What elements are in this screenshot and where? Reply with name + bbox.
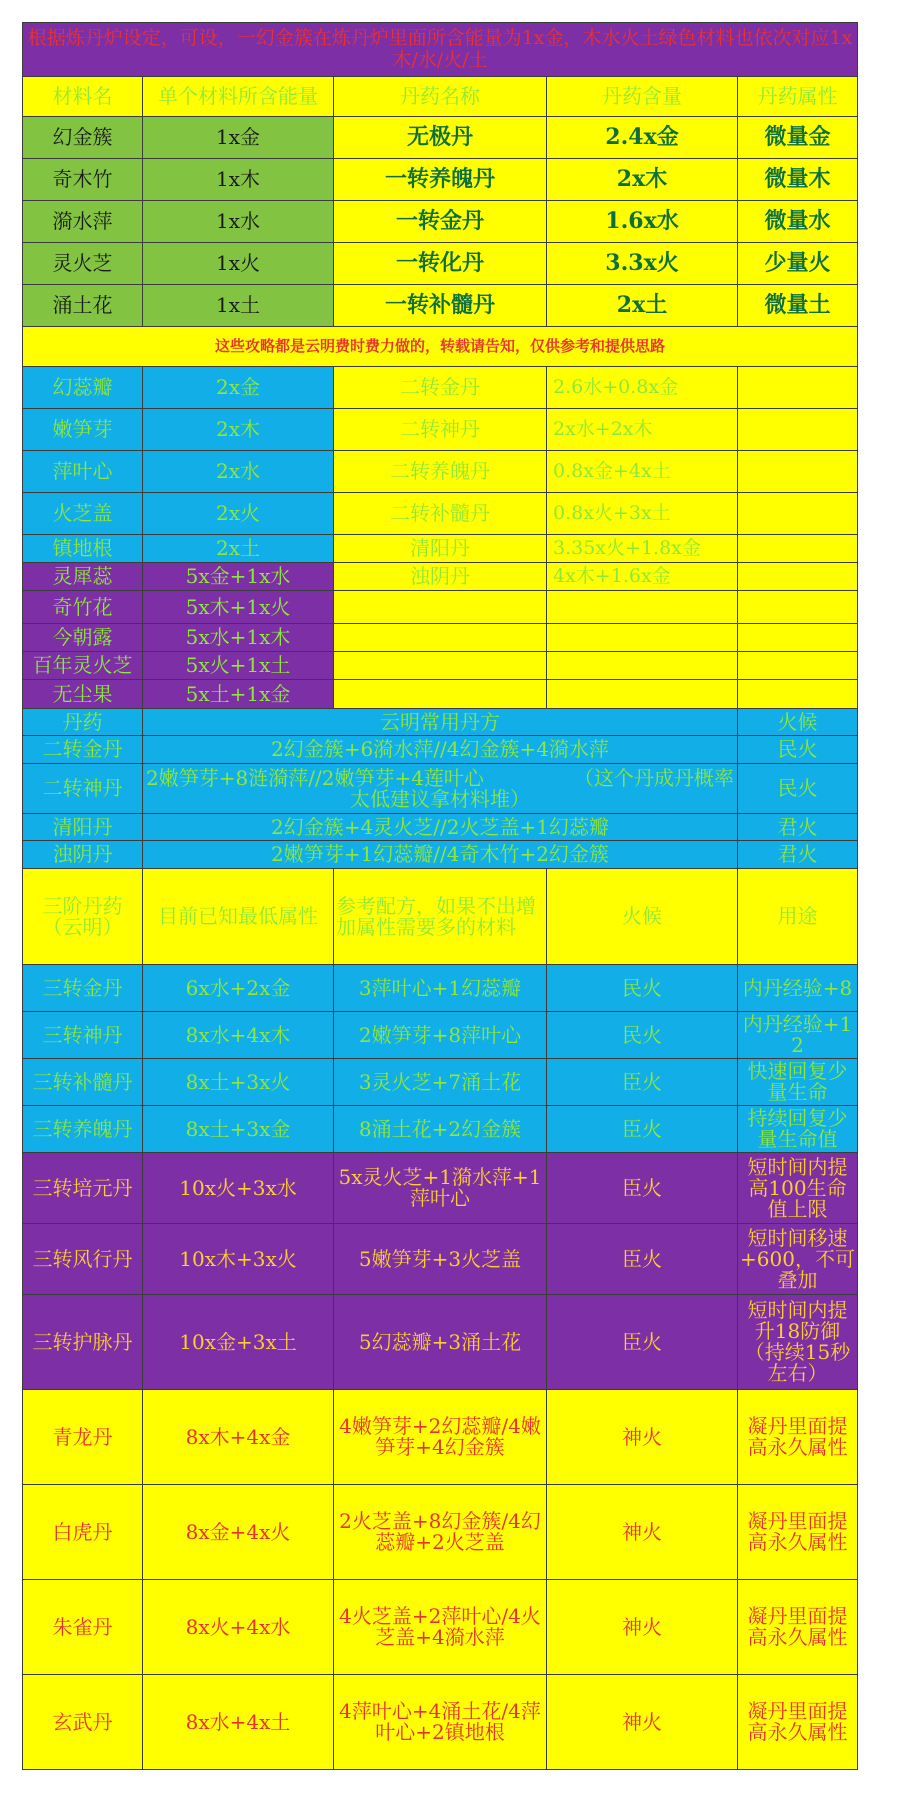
recipe-fire: 民火: [738, 736, 858, 764]
table-row: [23, 1580, 858, 1675]
tier3-fire: 神火: [547, 1675, 738, 1770]
empty-cell: [738, 680, 858, 709]
pill-content: 0.8x火+3x土: [547, 493, 738, 535]
col-header-material: 材料名: [23, 77, 143, 117]
recipe-header-pill: 丹药: [23, 709, 143, 736]
tier3-recipe: 5x灵火芝+1漪水萍+1萍叶心: [334, 1153, 547, 1224]
material-energy: 2x木: [143, 409, 334, 451]
pill-content: 3.3x火: [547, 243, 738, 285]
pill-attr: 少量火: [738, 243, 858, 285]
tier3-use: 持续回复少量生命值: [738, 1106, 858, 1153]
col-header-pill-name: 丹药名称: [334, 77, 547, 117]
tier3-pill: 三转补髓丹: [23, 1059, 143, 1106]
tier3-use: 凝丹里面提高永久属性: [738, 1580, 858, 1675]
pill-attr: 微量木: [738, 159, 858, 201]
material-name: 嫩笋芽: [23, 409, 143, 451]
material-energy: 5x土+1x金: [143, 680, 334, 709]
table-row: [23, 201, 858, 243]
pill-content: 2x木: [547, 159, 738, 201]
pill-name: 一转金丹: [334, 201, 547, 243]
tier3-pill: 白虎丹: [23, 1485, 143, 1580]
table-row: [23, 367, 858, 409]
tier3-header-fire: 火候: [547, 869, 738, 965]
tier3-attr: 10x木+3x火: [143, 1224, 334, 1295]
tier3-use: 凝丹里面提高永久属性: [738, 1390, 858, 1485]
tier3-recipe: 2火芝盖+8幻金簇/4幻蕊瓣+2火芝盖: [334, 1485, 547, 1580]
pill-content: 4x木+1.6x金: [547, 563, 738, 591]
tier3-use: 内丹经验+8: [738, 965, 858, 1012]
recipe-fire: 君火: [738, 841, 858, 869]
tier3-pill: 三转护脉丹: [23, 1295, 143, 1390]
tier3-recipe: 2嫩笋芽+8萍叶心: [334, 1012, 547, 1059]
recipe-text: 2幻金簇+4灵火芝//2火芝盖+1幻蕊瓣: [143, 814, 738, 841]
table-row: [23, 1224, 858, 1295]
tier3-pill: 三转培元丹: [23, 1153, 143, 1224]
material-energy: 1x水: [143, 201, 334, 243]
table-row: [23, 1295, 858, 1390]
material-name: 无尘果: [23, 680, 143, 709]
tier3-pill: 玄武丹: [23, 1675, 143, 1770]
table-row: [23, 841, 858, 869]
pill-attr: 微量土: [738, 285, 858, 327]
alchemy-table: [22, 22, 858, 1770]
tier3-use: 短时间内提高100生命值上限: [738, 1153, 858, 1224]
pill-name: 二转养魄丹: [334, 451, 547, 493]
table-row: [23, 285, 858, 327]
tier3-header-use: 用途: [738, 869, 858, 965]
tier3-attr: 10x金+3x土: [143, 1295, 334, 1390]
tier3-fire: 神火: [547, 1390, 738, 1485]
tier3-recipe: 5幻蕊瓣+3涌土花: [334, 1295, 547, 1390]
material-energy: 5x水+1x木: [143, 624, 334, 652]
material-name: 今朝露: [23, 624, 143, 652]
tier3-fire: 神火: [547, 1485, 738, 1580]
pill-name: 二转金丹: [334, 367, 547, 409]
empty-cell: [738, 652, 858, 680]
recipe-header-fire: 火候: [738, 709, 858, 736]
pill-content: 2x水+2x木: [547, 409, 738, 451]
table-row: [23, 1485, 858, 1580]
tier3-attr: 8x水+4x木: [143, 1012, 334, 1059]
pill-name: 清阳丹: [334, 535, 547, 563]
tier3-attr: 8x木+4x金: [143, 1390, 334, 1485]
recipe-pill: 浊阴丹: [23, 841, 143, 869]
table-row: [23, 736, 858, 764]
material-name: 灵犀蕊: [23, 563, 143, 591]
empty-cell: [738, 591, 858, 624]
page-title: 根据炼丹炉设定，可设，一幻金簇在炼丹炉里面所含能量为1x金，木水火土绿色材料也依次对应1x木/水/火/土: [23, 23, 858, 77]
recipe-text: 2嫩笋芽+1幻蕊瓣//4奇木竹+2幻金簇: [143, 841, 738, 869]
table-row: [23, 1059, 858, 1106]
table-row: [23, 409, 858, 451]
recipe-pill: 清阳丹: [23, 814, 143, 841]
pill-content: 2.6水+0.8x金: [547, 367, 738, 409]
recipe-text: 2嫩笋芽+8涟漪萍//2嫩笋芽+4莲叶心 （这个丹成丹概率太低建议拿材料堆）: [143, 764, 738, 814]
table-row: [23, 624, 858, 652]
material-energy: 5x金+1x水: [143, 563, 334, 591]
col-header-energy: 单个材料所含能量: [143, 77, 334, 117]
tier3-use: 快速回复少量生命: [738, 1059, 858, 1106]
pill-attr: 微量水: [738, 201, 858, 243]
table-row: [23, 243, 858, 285]
pill-name: 一转养魄丹: [334, 159, 547, 201]
pill-content: 2x土: [547, 285, 738, 327]
tier3-recipe: 4火芝盖+2萍叶心/4火芝盖+4漪水萍: [334, 1580, 547, 1675]
material-energy: 2x土: [143, 535, 334, 563]
pill-name: 浊阴丹: [334, 563, 547, 591]
tier3-pill: 三转神丹: [23, 1012, 143, 1059]
material-name: 漪水萍: [23, 201, 143, 243]
empty-cell: [547, 624, 738, 652]
empty-cell: [334, 591, 547, 624]
table-row: [23, 1106, 858, 1153]
table-row: [23, 451, 858, 493]
pill-name: 二转神丹: [334, 409, 547, 451]
pill-name: 一转补髓丹: [334, 285, 547, 327]
table-row: [23, 493, 858, 535]
tier3-attr: 8x土+3x火: [143, 1059, 334, 1106]
material-energy: 1x土: [143, 285, 334, 327]
tier3-fire: 神火: [547, 1580, 738, 1675]
recipe-pill: 二转神丹: [23, 764, 143, 814]
material-energy: 1x火: [143, 243, 334, 285]
table-row: [23, 1153, 858, 1224]
material-energy: 2x金: [143, 367, 334, 409]
recipe-fire: 民火: [738, 764, 858, 814]
tier3-recipe: 3灵火芝+7涌土花: [334, 1059, 547, 1106]
tier3-attr: 8x水+4x土: [143, 1675, 334, 1770]
material-name: 涌土花: [23, 285, 143, 327]
table-row: [23, 764, 858, 814]
recipe-fire: 君火: [738, 814, 858, 841]
empty-cell: [738, 624, 858, 652]
pill-name: 无极丹: [334, 117, 547, 159]
empty-cell: [547, 652, 738, 680]
tier3-attr: 6x水+2x金: [143, 965, 334, 1012]
pill-name: 二转补髓丹: [334, 493, 547, 535]
empty-cell: [334, 680, 547, 709]
empty-cell: [334, 624, 547, 652]
tier3-header-recipe: 参考配方，如果不出增加属性需要多的材料: [334, 869, 547, 965]
recipe-pill: 二转金丹: [23, 736, 143, 764]
material-name: 萍叶心: [23, 451, 143, 493]
tier3-fire: 臣火: [547, 1106, 738, 1153]
empty-cell: [738, 409, 858, 451]
tier3-fire: 民火: [547, 1012, 738, 1059]
table-row: [23, 159, 858, 201]
tier3-attr: 8x火+4x水: [143, 1580, 334, 1675]
tier3-pill: 三转风行丹: [23, 1224, 143, 1295]
tier3-use: 凝丹里面提高永久属性: [738, 1485, 858, 1580]
table-row: [23, 680, 858, 709]
tier3-pill: 三转金丹: [23, 965, 143, 1012]
col-header-pill-content: 丹药含量: [547, 77, 738, 117]
pill-content: 1.6x水: [547, 201, 738, 243]
tier3-fire: 臣火: [547, 1224, 738, 1295]
material-name: 镇地根: [23, 535, 143, 563]
material-energy: 2x水: [143, 451, 334, 493]
table-row: [23, 1390, 858, 1485]
pill-attr: 微量金: [738, 117, 858, 159]
recipe-text: 2幻金簇+6漪水萍//4幻金簇+4漪水萍: [143, 736, 738, 764]
empty-cell: [738, 535, 858, 563]
tier3-header-pill: 三阶丹药（云明）: [23, 869, 143, 965]
material-name: 灵火芝: [23, 243, 143, 285]
tier3-fire: 臣火: [547, 1153, 738, 1224]
pill-content: 2.4x金: [547, 117, 738, 159]
recipe-header-recipe: 云明常用丹方: [143, 709, 738, 736]
table-row: [23, 563, 858, 591]
pill-name: 一转化丹: [334, 243, 547, 285]
tier3-fire: 臣火: [547, 1295, 738, 1390]
empty-cell: [738, 493, 858, 535]
material-energy: 1x金: [143, 117, 334, 159]
pill-content: 0.8x金+4x土: [547, 451, 738, 493]
material-name: 百年灵火芝: [23, 652, 143, 680]
tier3-pill: 三转养魄丹: [23, 1106, 143, 1153]
tier3-use: 内丹经验+12: [738, 1012, 858, 1059]
material-energy: 5x火+1x土: [143, 652, 334, 680]
tier3-header-row: [23, 869, 858, 965]
empty-cell: [547, 680, 738, 709]
tier3-recipe: 8涌土花+2幻金簇: [334, 1106, 547, 1153]
tier3-attr: 8x土+3x金: [143, 1106, 334, 1153]
table-row: [23, 535, 858, 563]
tier3-pill: 朱雀丹: [23, 1580, 143, 1675]
table-row: [23, 117, 858, 159]
table-row: [23, 814, 858, 841]
material-name: 幻蕊瓣: [23, 367, 143, 409]
empty-cell: [738, 563, 858, 591]
empty-cell: [334, 652, 547, 680]
table-row: [23, 591, 858, 624]
material-energy: 1x木: [143, 159, 334, 201]
table-row: [23, 965, 858, 1012]
material-energy: 2x火: [143, 493, 334, 535]
alchemy-spreadsheet: [22, 22, 857, 1770]
col-header-pill-attr: 丹药属性: [738, 77, 858, 117]
tier3-fire: 民火: [547, 965, 738, 1012]
empty-cell: [547, 591, 738, 624]
tier3-recipe: 4嫩笋芽+2幻蕊瓣/4嫩笋芽+4幻金簇: [334, 1390, 547, 1485]
tier3-pill: 青龙丹: [23, 1390, 143, 1485]
table-row: [23, 1012, 858, 1059]
empty-cell: [738, 451, 858, 493]
pill-content: 3.35x火+1.8x金: [547, 535, 738, 563]
material-energy: 5x木+1x火: [143, 591, 334, 624]
tier3-recipe: 4萍叶心+4涌土花/4萍叶心+2镇地根: [334, 1675, 547, 1770]
tier3-fire: 臣火: [547, 1059, 738, 1106]
material-name: 幻金簇: [23, 117, 143, 159]
material-name: 奇竹花: [23, 591, 143, 624]
table-row: [23, 652, 858, 680]
tier3-use: 凝丹里面提高永久属性: [738, 1675, 858, 1770]
tier3-header-attr: 目前已知最低属性: [143, 869, 334, 965]
tier3-attr: 10x火+3x水: [143, 1153, 334, 1224]
tier3-recipe: 5嫩笋芽+3火芝盖: [334, 1224, 547, 1295]
tier3-attr: 8x金+4x火: [143, 1485, 334, 1580]
recipe-header-row: [23, 709, 858, 736]
table-row: [23, 1675, 858, 1770]
material-name: 奇木竹: [23, 159, 143, 201]
tier3-use: 短时间内提升18防御（持续15秒左右）: [738, 1295, 858, 1390]
tier3-use: 短时间移速+600，不可叠加: [738, 1224, 858, 1295]
empty-cell: [738, 367, 858, 409]
copyright-note: 这些攻略都是云明费时费力做的，转载请告知，仅供参考和提供思路: [23, 327, 858, 367]
tier3-recipe: 3萍叶心+1幻蕊瓣: [334, 965, 547, 1012]
material-name: 火芝盖: [23, 493, 143, 535]
